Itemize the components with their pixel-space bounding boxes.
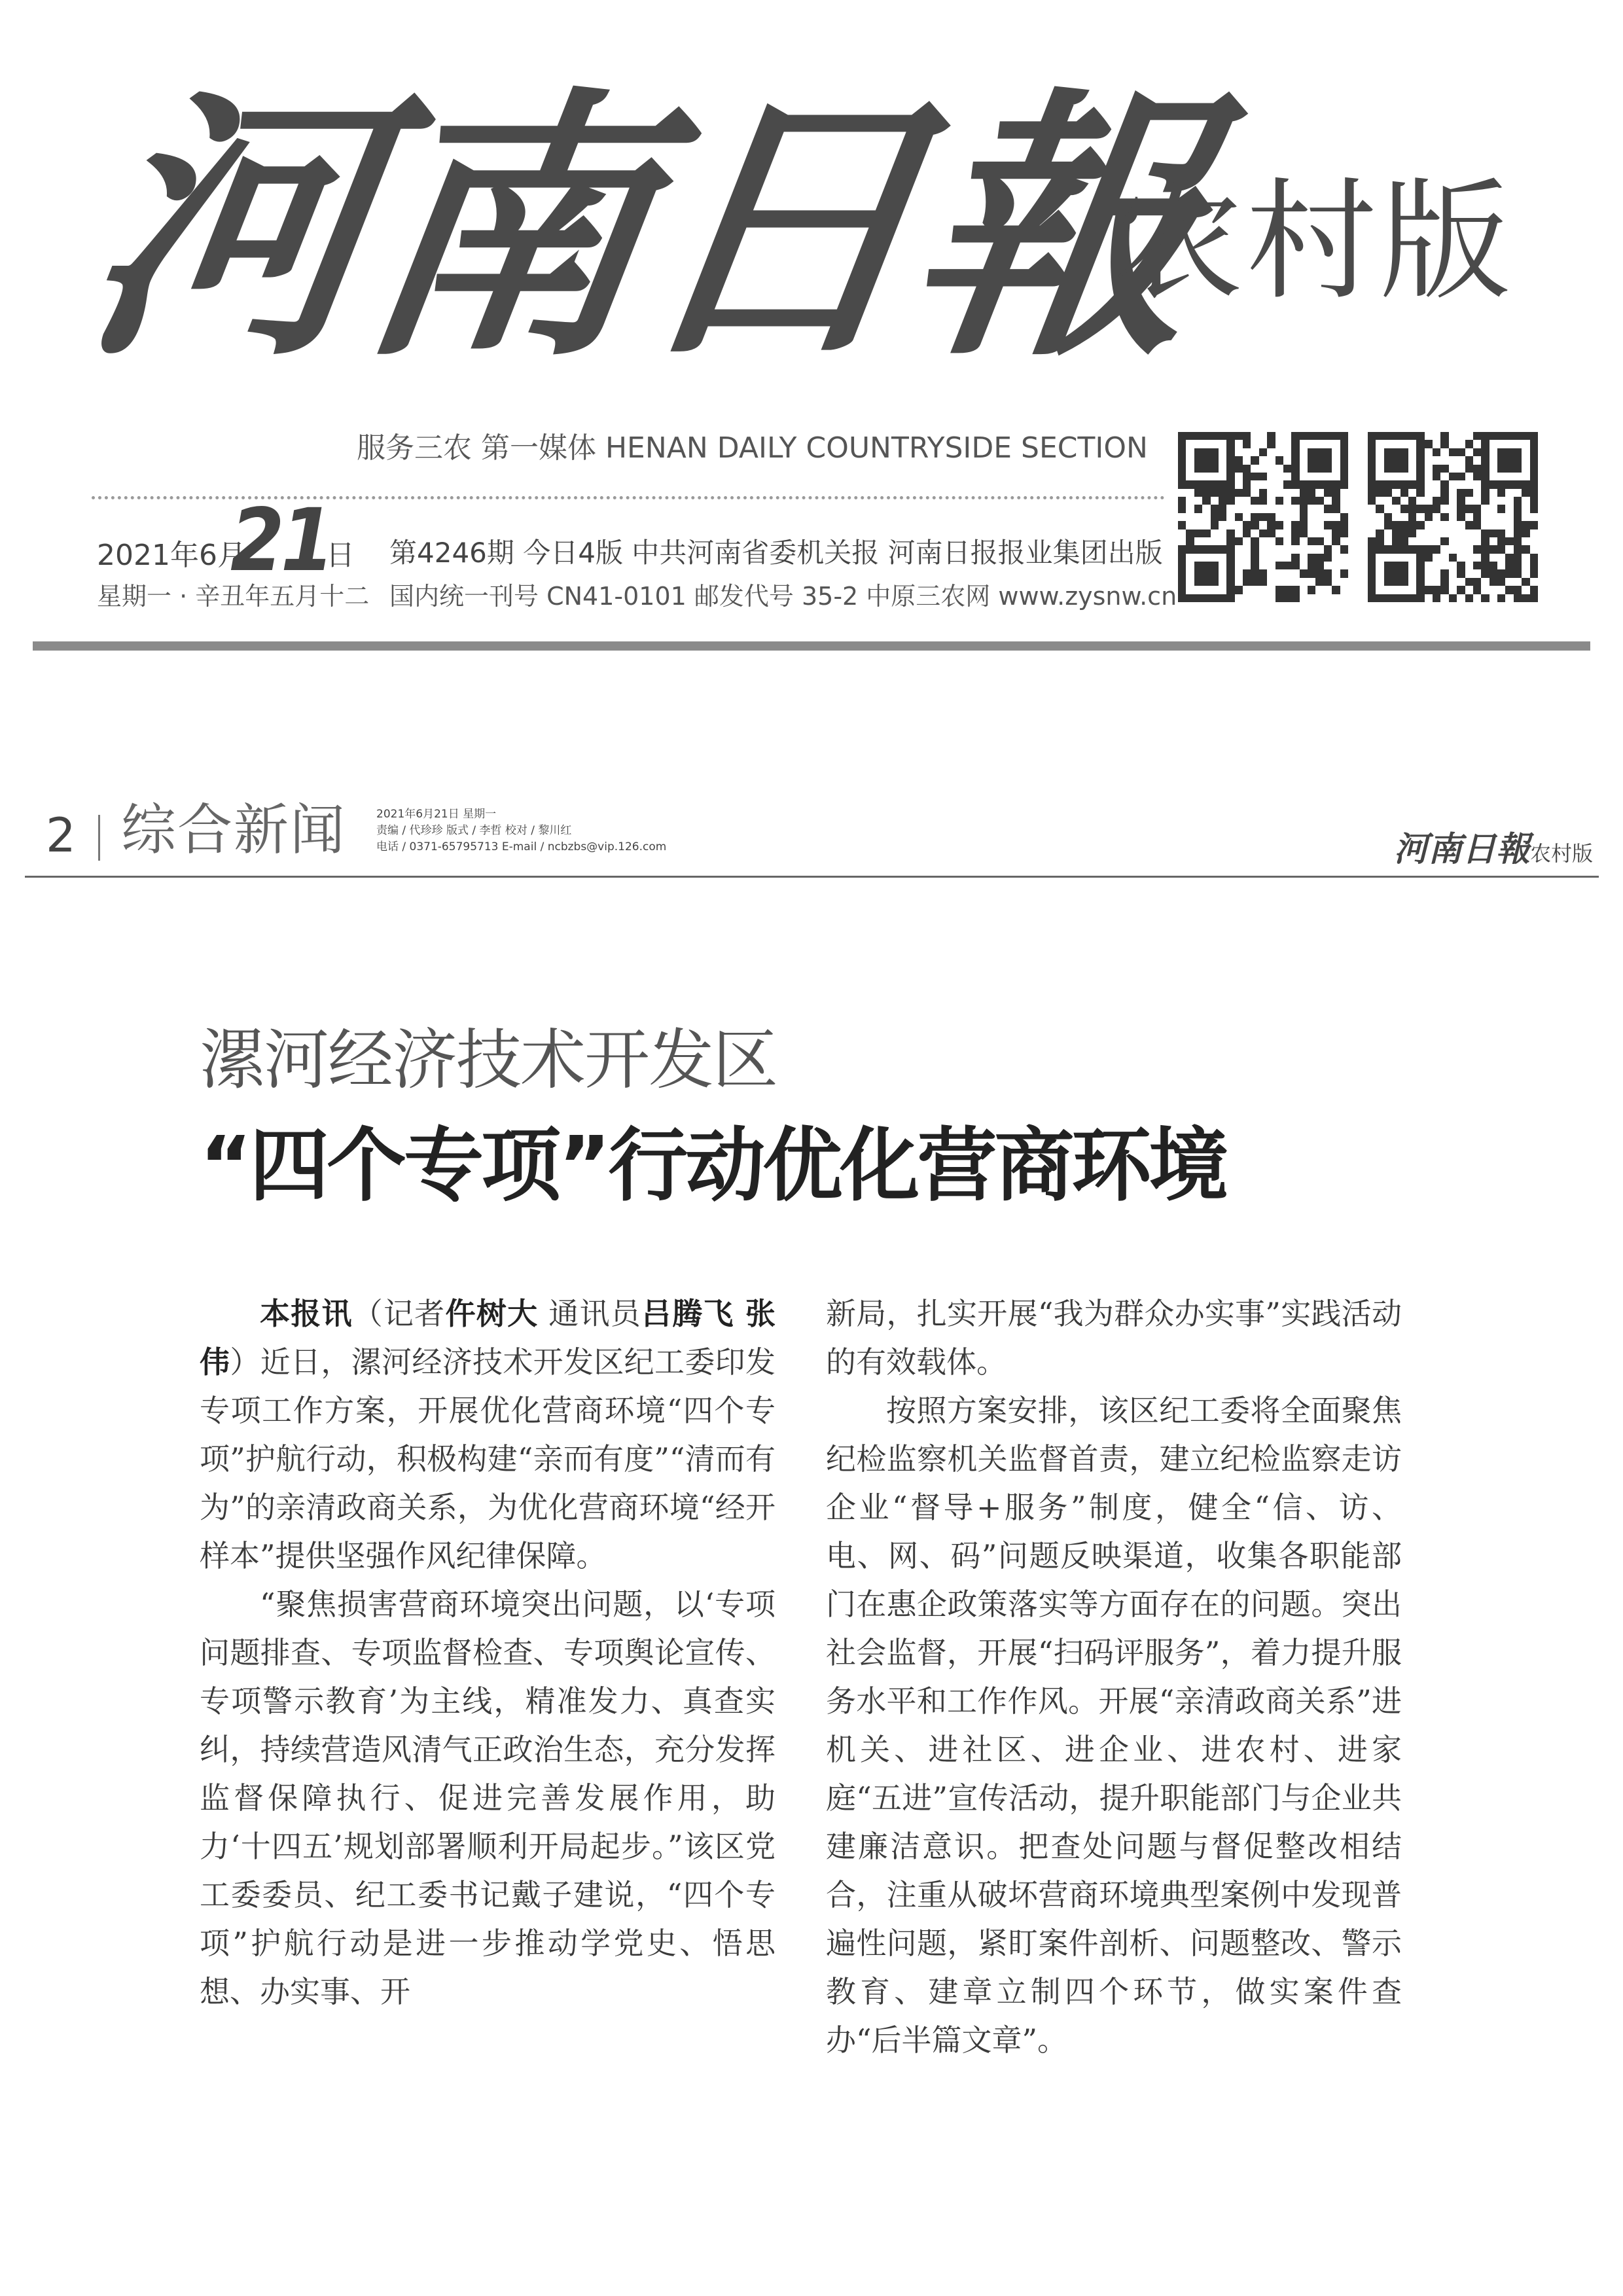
article-column-left [200, 1289, 776, 2016]
article-paragraph-continued: 新局，扎实开展“我为群众办实事”实践活动的有效载体。 [826, 1296, 1402, 1380]
page-number: 2 [46, 808, 76, 863]
reporter-name: 仵树大 [445, 1296, 539, 1331]
qr-code-icon [1178, 432, 1348, 602]
date-day-suffix: 日 [326, 539, 355, 572]
article-subheadline: 漯河经济技术开发区 [200, 1022, 777, 1098]
masthead-char: 南 [343, 63, 665, 394]
page-meta-editors: 责编 / 代珍珍 版式 / 李哲 校对 / 黎川红 [376, 824, 572, 837]
article-headline: “四个专项”行动优化营商环境 [200, 1119, 1226, 1212]
header-separator [98, 815, 100, 861]
article-paragraph: 按照方案安排，该区纪工委将全面聚焦纪检监察机关监督首责，建立纪检监察走访企业“督导+服务”制度，健全“信、访、电、网、码”问题反映渠道，收集各职能部门在惠企政策落实等方面存在的问题。突出社会监督，开展“扫码评服务”，着力提升服务水平和工作作风。开展“亲清政商关系”进机关、进社区、进企业、进农村、进家庭“五进”宣传活动，提升职能部门与企业共建廉洁意识。把查处问题与督促整改相结合，注重从破坏营商环境典型案例中发现普遍性问题，紧盯案件剖析、问题整改、警示教育、建章立制四个环节，做实案件查办“后半篇文章”。 [826, 1393, 1402, 2058]
page-meta [376, 806, 666, 855]
masthead-char: 日 [618, 63, 940, 394]
date-day: 21 [230, 490, 331, 591]
page-meta-date: 2021年6月21日 星期一 [376, 808, 497, 821]
article-paragraph: “聚焦损害营商环境突出问题，以‘专项问题排查、专项监督检查、专项舆论宣传、专项警示教育’为主线，精准发力、真查实纠，持续营造风清气正政治生态，充分发挥监督保障执行、促进完善发展作用，助力‘十四五’规划部署顺利开局起步。”该区党工委委员、纪工委书记戴子建说，“四个专项”护航行动是进一步推动学党史、悟思想、办实事、开 [200, 1587, 776, 2009]
header-logo-text: 河南日報 [1394, 829, 1531, 869]
header-rule [25, 876, 1599, 878]
dateline: 本报讯 [260, 1296, 353, 1331]
date-weekday-lunar: 星期一 · 辛丑年五月十二 [97, 582, 370, 611]
publication-info: 第4246期 今日4版 中共河南省委机关报 河南日报报业集团出版 [389, 537, 1163, 569]
publication-codes: 国内统一刊号 CN41-0101 邮发代号 35-2 中原三农网 www.zysnw.cn [389, 582, 1177, 611]
masthead-slogan: 服务三农 第一媒体 HENAN DAILY COUNTRYSIDE SECTION [357, 431, 1148, 465]
date-year-month: 2021年6月 [97, 539, 246, 572]
correspondent-names: 吕腾飞 张伟 [200, 1296, 776, 1380]
masthead-char: 河 [68, 63, 390, 394]
page-meta-contact: 电话 / 0371-65795713 E-mail / ncbzbs@vip.126.com [376, 840, 667, 853]
masthead-title [68, 46, 1215, 412]
article-column-right [826, 1289, 1402, 2064]
section-title: 综合新闻 [121, 798, 347, 862]
masthead-char: 報 [893, 63, 1215, 394]
qr-code-icon [1368, 432, 1538, 602]
masthead-rule [33, 641, 1590, 651]
masthead-edition: 农村版 [1113, 166, 1514, 318]
article-lead: 本报讯（记者仵树大 通讯员吕腾飞 张伟）近日，漯河经济技术开发区纪工委印发专项工作方案，开展优化营商环境“四个专项”护航行动，积极构建“亲而有度”“清而有为”的亲清政商关系，为优化营商环境“经开样本”提供坚强作风纪律保障。 [200, 1296, 776, 1573]
header-logo [1394, 821, 1593, 870]
header-logo-edition: 农村版 [1530, 841, 1594, 866]
